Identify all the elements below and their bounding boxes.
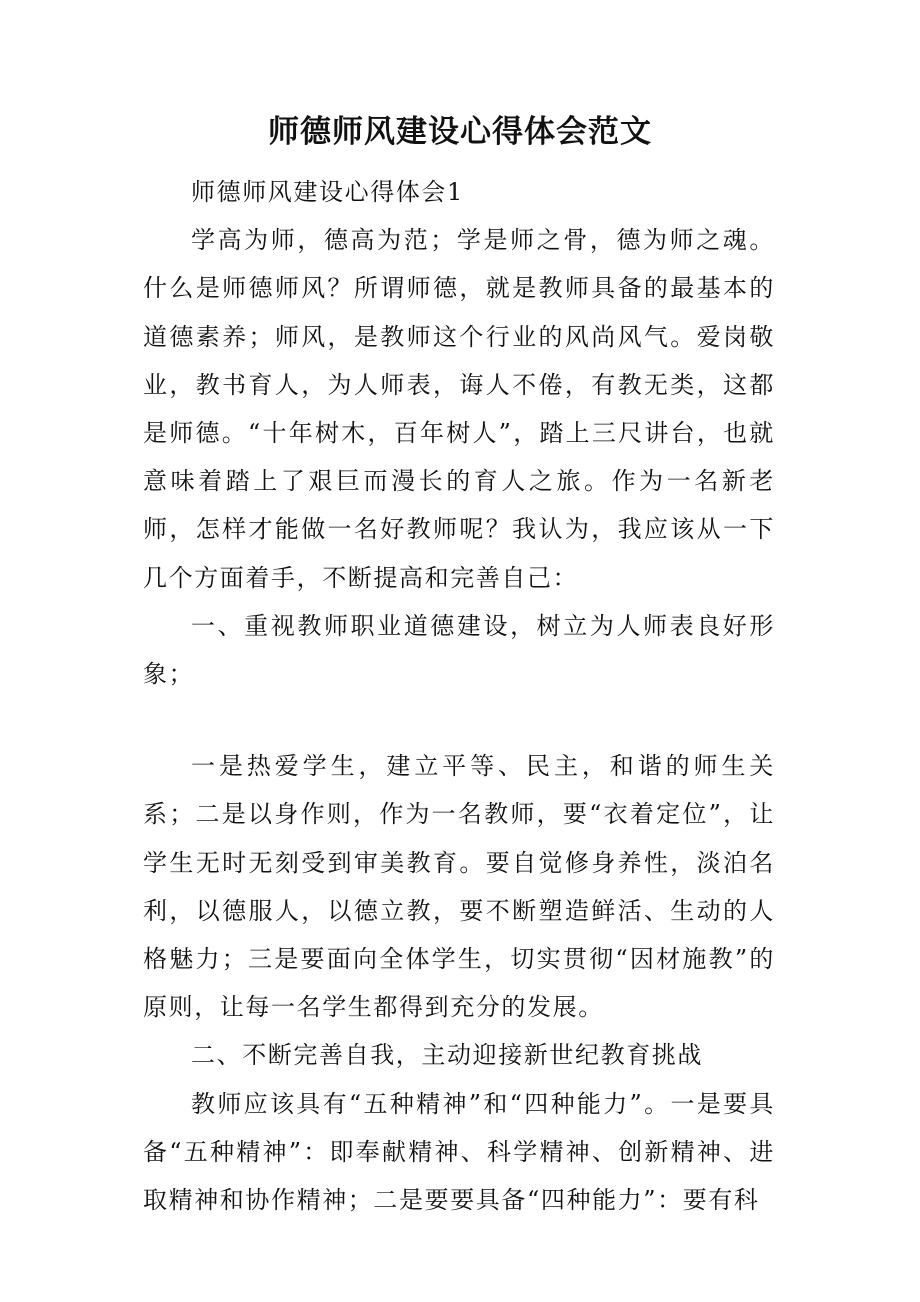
document-title: 师德师风建设心得体会范文: [268, 114, 652, 150]
paragraph-intro: 学高为师，德高为范；学是师之骨，德为师之魂。什么是师德师风？所谓师德，就是教师具备的最基本的道德素养；师风，是教师这个行业的风尚风气。爱岗敬业，教书育人，为人师表，诲人不倦，有教无类，这都是师德。“十年树木，百年树人”，踏上三尺讲台，也就意味着踏上了艰巨而漫长的育人之旅。作为一名新老师，怎样才能做一名好教师呢？我认为，我应该从一下几个方面着手，不断提高和完善自己：: [143, 226, 775, 592]
paragraph-point-2: 教师应该具有“五种精神”和“四种能力”。一是要具备“五种精神”：即奉献精神、科学精神、创新精神、进取精神和协作精神；二是要要具备“四种能力”：要有科: [143, 1089, 775, 1215]
paragraph-point-1: 一是热爱学生，建立平等、民主，和谐的师生关系；二是以身作则，作为一名教师，要“衣着定位”，让学生无时无刻受到审美教育。要自觉修身养性，淡泊名利，以德服人，以德立教，要不断塑造鲜活、生动的人格魅力；三是要面向全体学生，切实贯彻“因材施教”的原则，让每一名学生都得到充分的发展。: [143, 752, 775, 1022]
document-body: [143, 168, 775, 1224]
point-heading-1: 一、重视教师职业道德建设，树立为人师表良好形象；: [143, 611, 775, 689]
section-heading-1: 师德师风建设心得体会1: [191, 178, 464, 206]
point-heading-2: 二、不断完善自我，主动迎接新世纪教育挑战: [191, 1041, 703, 1070]
